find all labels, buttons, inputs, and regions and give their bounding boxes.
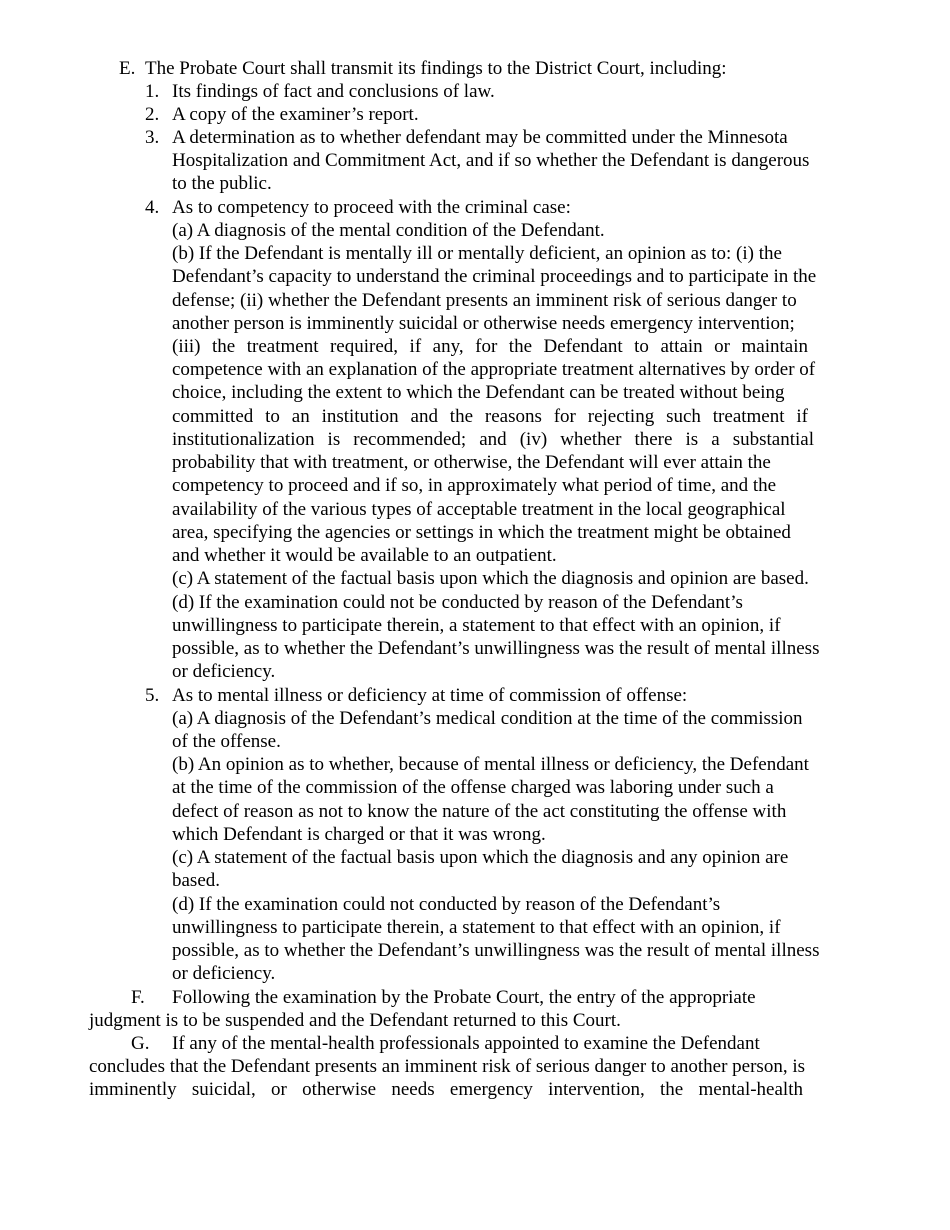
item-5-line: of the offense.: [172, 731, 281, 752]
item-2-marker: 2.: [145, 104, 160, 125]
item-4-line: competence with an explanation of the appropriate treatment alternatives by order of: [172, 359, 816, 380]
item-5-line: possible, as to whether the Defendant’s unwillingness was the result of mental illness: [172, 940, 820, 961]
item-5-line: (d) If the examination could not conducted by reason of the Defendant’s: [172, 894, 721, 915]
item-4-line: or deficiency.: [172, 661, 276, 682]
item-4-line: and whether it would be available to an outpatient.: [172, 545, 557, 566]
section-f-marker: F.: [131, 987, 145, 1008]
item-5-line: at the time of the commission of the offense charged was laboring under such a: [172, 777, 774, 798]
section-e-heading: The Probate Court shall transmit its findings to the District Court, including:: [145, 58, 727, 79]
item-5-line: As to mental illness or deficiency at time of commission of offense:: [172, 685, 688, 706]
item-4-line: probability that with treatment, or otherwise, the Defendant will ever attain the: [172, 452, 771, 473]
item-5-line: (b) An opinion as to whether, because of mental illness or deficiency, the Defendant: [172, 754, 809, 775]
item-4-line: unwillingness to participate therein, a statement to that effect with an opinion, if: [172, 615, 781, 636]
item-5-line: based.: [172, 870, 221, 891]
item-4-line: area, specifying the agencies or settings in which the treatment might be obtained: [172, 522, 791, 543]
item-4-line: defense; (ii) whether the Defendant presents an imminent risk of serious danger to: [172, 290, 797, 311]
item-4-line: Defendant’s capacity to understand the criminal proceedings and to participate in the: [172, 266, 817, 287]
item-5-line: (a) A diagnosis of the Defendant’s medical condition at the time of the commission: [172, 708, 803, 729]
section-f-line: judgment is to be suspended and the Defendant returned to this Court.: [89, 1010, 621, 1031]
item-4-line: availability of the various types of acceptable treatment in the local geographical: [172, 499, 786, 520]
item-4-line: (a) A diagnosis of the mental condition of the Defendant.: [172, 220, 605, 241]
item-5-line: or deficiency.: [172, 963, 276, 984]
section-f-line: Following the examination by the Probate Court, the entry of the appropriate: [172, 987, 756, 1008]
item-4-marker: 4.: [145, 197, 160, 218]
section-g-line: concludes that the Defendant presents an imminent risk of serious danger to another person, is: [89, 1056, 805, 1077]
item-4-line: (iii) the treatment required, if any, for the Defendant to attain or maintain: [172, 336, 808, 357]
item-3-line: A determination as to whether defendant may be committed under the Minnesota: [172, 127, 788, 148]
item-4-line: possible, as to whether the Defendant’s unwillingness was the result of mental illness: [172, 638, 820, 659]
item-5-line: which Defendant is charged or that it was wrong.: [172, 824, 546, 845]
item-4-line: choice, including the extent to which the Defendant can be treated without being: [172, 382, 785, 403]
item-4-line: (b) If the Defendant is mentally ill or mentally deficient, an opinion as to: (i) the: [172, 243, 782, 264]
item-4-line: As to competency to proceed with the criminal case:: [172, 197, 571, 218]
item-5-line: defect of reason as not to know the nature of the act constituting the offense with: [172, 801, 787, 822]
item-4-line: (c) A statement of the factual basis upon which the diagnosis and opinion are based.: [172, 568, 809, 589]
section-e-marker: E.: [119, 58, 136, 79]
item-4-line: committed to an institution and the reasons for rejecting such treatment if: [172, 406, 808, 427]
section-g-line: If any of the mental-health professionals appointed to examine the Defendant: [172, 1033, 760, 1054]
item-4-line: another person is imminently suicidal or otherwise needs emergency intervention;: [172, 313, 795, 334]
item-5-line: unwillingness to participate therein, a statement to that effect with an opinion, if: [172, 917, 781, 938]
item-5-line: (c) A statement of the factual basis upon which the diagnosis and any opinion are: [172, 847, 789, 868]
section-g-marker: G.: [131, 1033, 150, 1054]
item-4-line: institutionalization is recommended; and (iv) whether there is a substantial: [172, 429, 814, 450]
item-3-marker: 3.: [145, 127, 160, 148]
item-1-text: Its findings of fact and conclusions of law.: [172, 81, 495, 102]
section-g-line: imminently suicidal, or otherwise needs emergency intervention, the mental-health: [89, 1079, 803, 1100]
item-2-text: A copy of the examiner’s report.: [172, 104, 419, 125]
item-1-marker: 1.: [145, 81, 160, 102]
item-5-marker: 5.: [145, 685, 160, 706]
item-4-line: competency to proceed and if so, in approximately what period of time, and the: [172, 475, 777, 496]
item-3-line: to the public.: [172, 173, 272, 194]
item-4-line: (d) If the examination could not be conducted by reason of the Defendant’s: [172, 592, 743, 613]
item-3-line: Hospitalization and Commitment Act, and if so whether the Defendant is dangerous: [172, 150, 810, 171]
